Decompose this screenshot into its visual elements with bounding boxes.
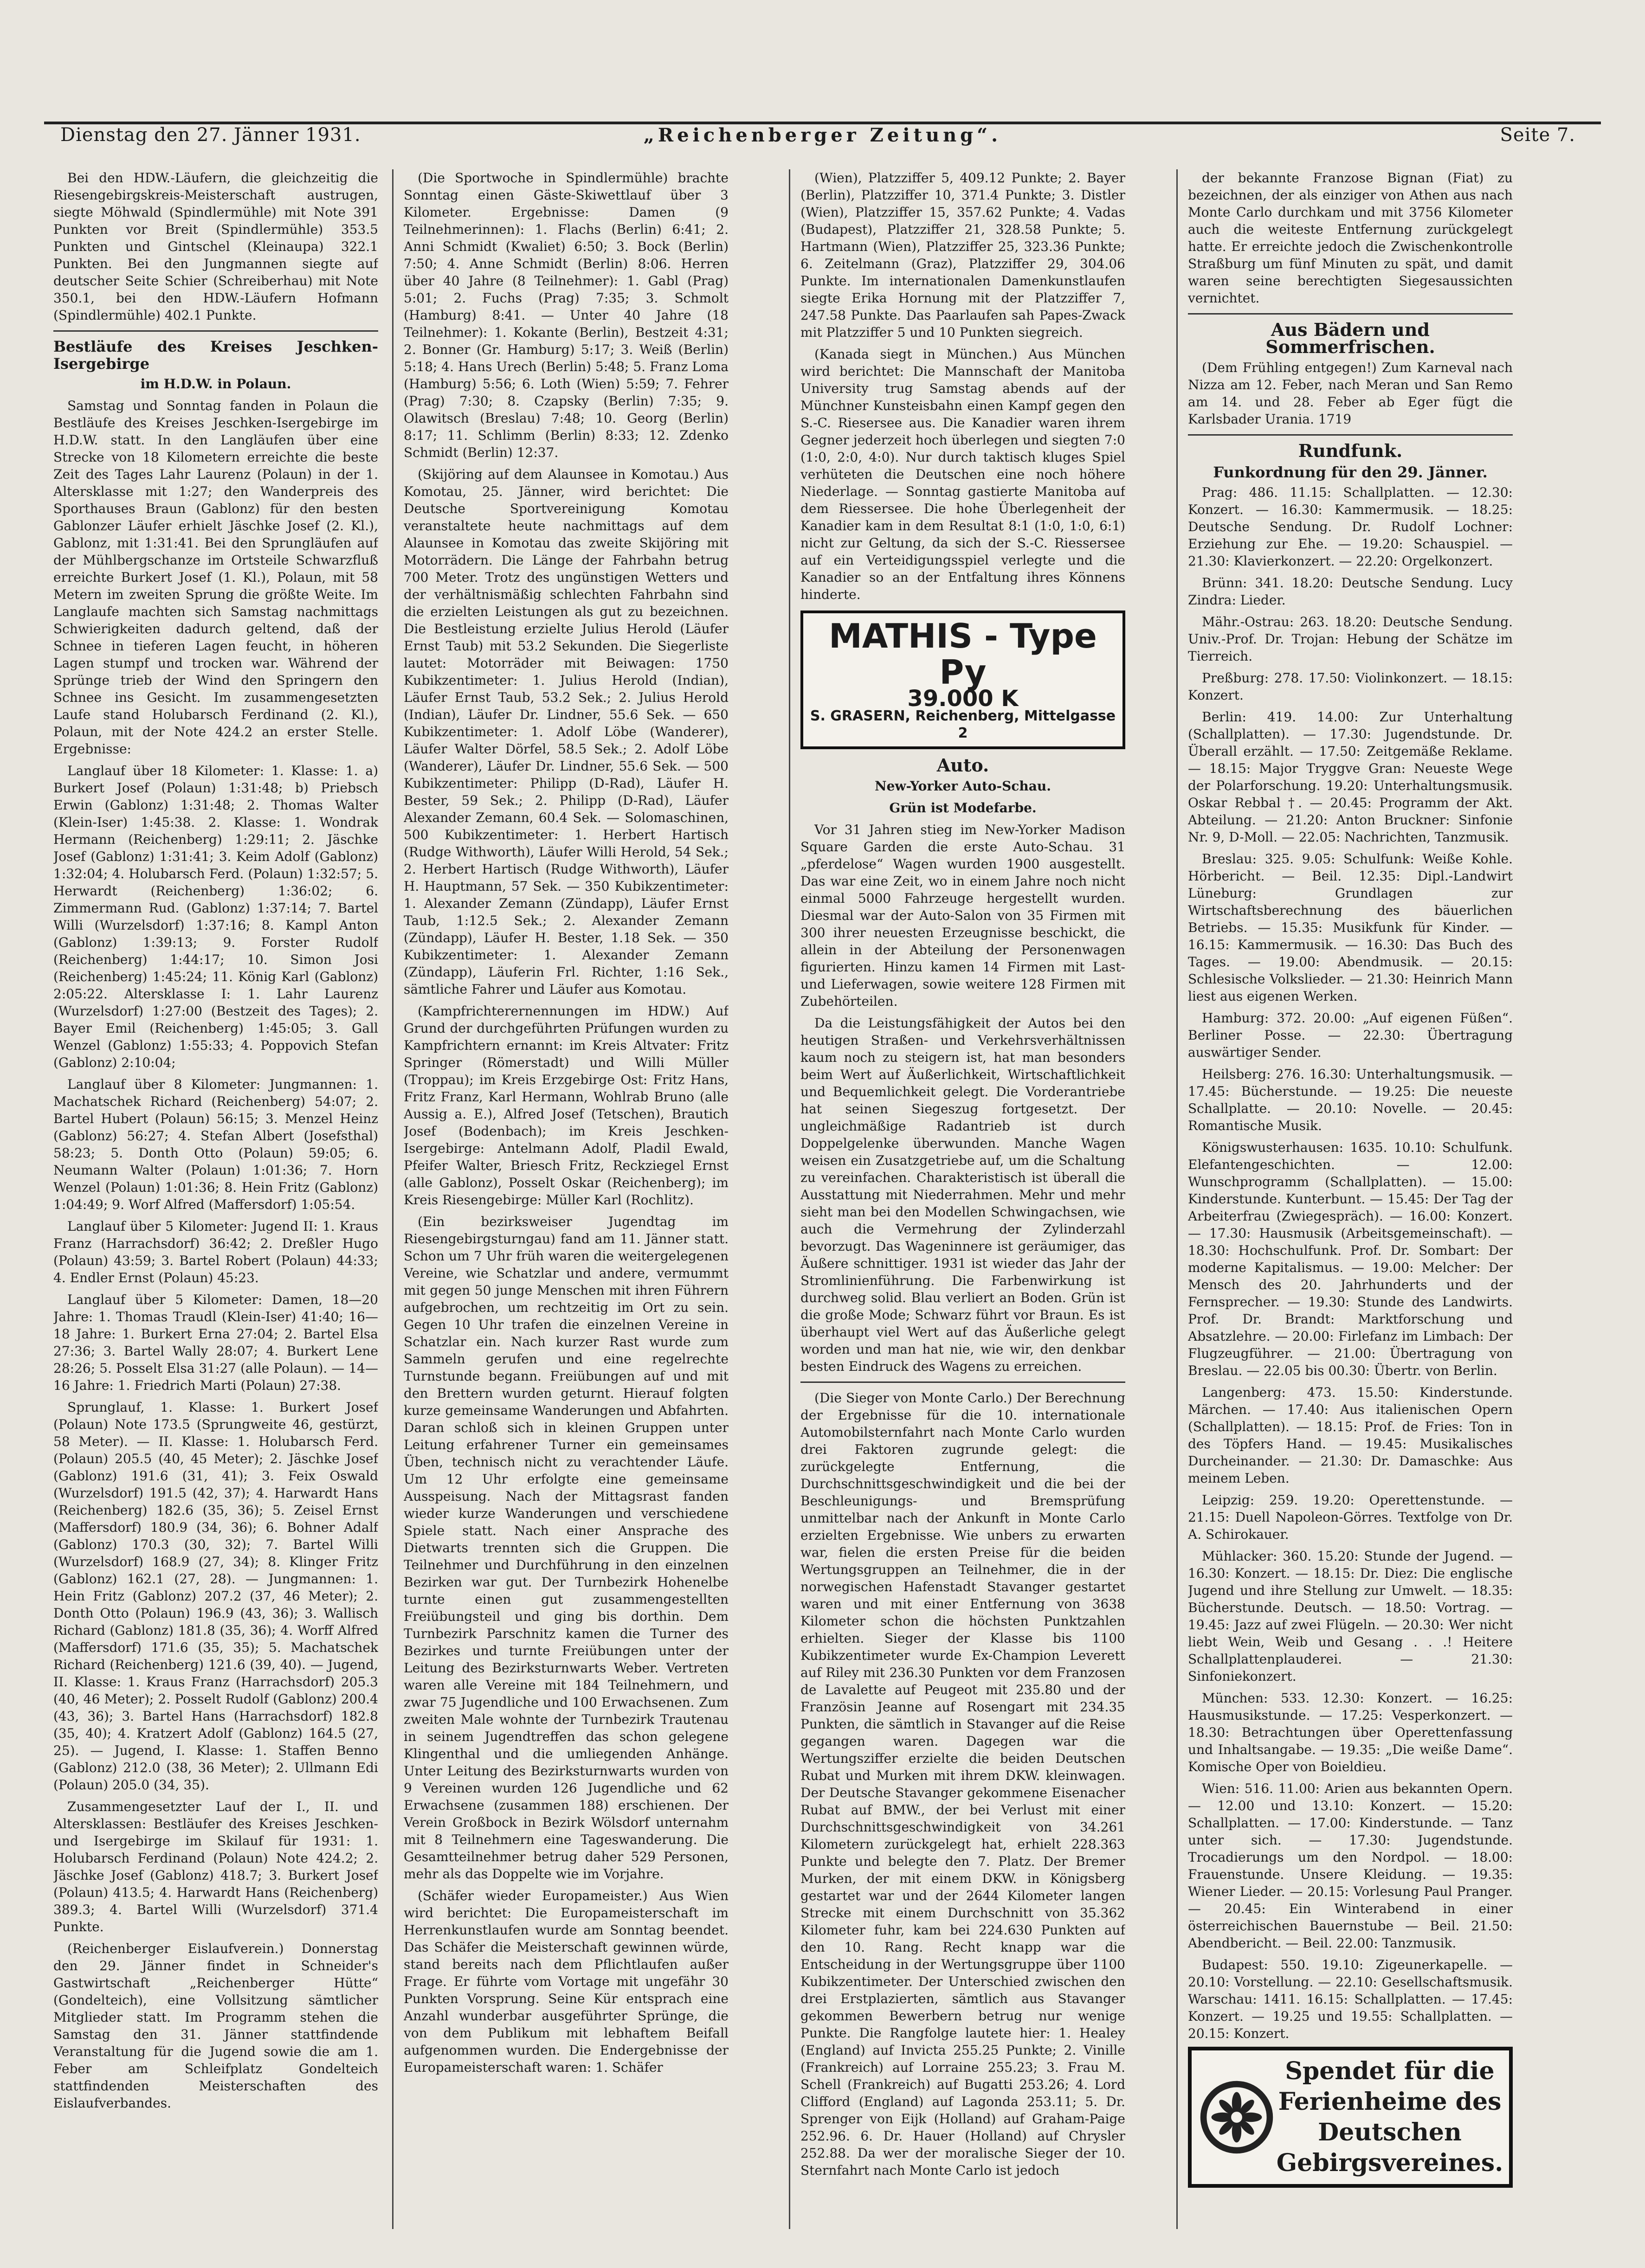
article-paragraph: Bei den HDW.-Läufern, die gleichzeitig die Riesengebirgskreis-Meisterschaft austrugen, siegte Möhwald (Spindlermühle) mit Note 391 Punkten vor Breit (Spindlermühle) 353.5 Punkten und Gintschel (Kleinaupa) 322.1 Punkten. Bei den Jungmannen siegte auf deutscher Seite Schier (Schreiberhau) mit Note 350.1, bei den HDW.-Läufern Hofmann (Spindlermühle) 402.1 Punkte. xyxy=(53,170,378,323)
radio-station-entry: Wien: 516. 11.00: Arien aus bekannten Opern. — 12.00 und 13.10: Konzert. — 15.20: Schallplatten. — 17.00: Kinderstunde. — Tanz unter sich. — 17.30: Jugendstunde. Trocadierungs um den Nordpol. — 18.00: Frauenstunde. Unsere Kleidung. — 19.35: Wiener Lieder. — 20.15: Vorlesung Paul Pranger. — 20.45: Ein Winterabend in einer österreichischen Bauernstube — Beil. 21.50: Abendbericht. — Beil. 22.00: Tanzmusik. xyxy=(1188,1781,1513,1951)
article-paragraph: (Reichenberger Eislaufverein.) Donnerstag den 29. Jänner findet in Schneider's Gastwirtschaft „Reichenberger Hütte“ (Gondelteich), eine Vollsitzung sämtlicher Mitglieder statt. Im Programm stehen die Samstag den 31. Jänner stattfindende Veranstaltung für die Jugend sowie die am 1. Feber am Schleifplatz Gondelteich stattfindenden Meisterschaften des Eislaufverbandes. xyxy=(53,1941,378,2111)
radio-station-entry: Königswusterhausen: 1635. 10.10: Schulfunk. Elefantengeschichten. — 12.00: Wunschprogramm (Schallplatten). — 15.00: Kinderstunde. Kunterbunt. — 15.45: Der Tag der Arbeiterfrau (Zwiegespräch). — 16.00: Konzert. — 17.30: Hausmusik (Arbeitsgemeinschaft). — 18.30: Hochschulfunk. Prof. Dr. Sombart: Der moderne Kapitalismus. — 19.00: Melcher: Der Mensch des 20. Jahrhunderts und der Fernsprecher. — 19.30: Stunde des Landwirts. Prof. Dr. Brandt: Marktforschung und Absatzlehre. — 20.00: Firlefanz im Limbach: Der Flugzeugführer. — 21.00: Übertragung von Breslau. — 22.05 bis 00.30: Übertr. von Berlin. xyxy=(1188,1140,1513,1378)
radio-station-entry: Mähr.-Ostrau: 263. 18.20: Deutsche Sendung. Univ.-Prof. Dr. Trojan: Hebung der Schätze im Tierreich. xyxy=(1188,614,1513,664)
article-heading: Bestläufe des Kreises Jeschken-Isergebirge xyxy=(53,338,378,373)
mathis-advertisement xyxy=(800,610,1125,749)
radio-station-entry: Berlin: 419. 14.00: Zur Unterhaltung (Schallplatten). — 17.30: Jugendstunde. Dr. Überall erzählt. — 17.50: Zeitgemäße Reklame. — 18.15: Major Tryggve Gran: Neueste Wege der Polarforschung. 19.20: Unterhaltungsmusik. Oskar Rebbal †. — 20.45: Programm der Akt. Abteilung. — 21.20: Anton Bruckner: Sinfonie Nr. 9, D-Moll. — 22.05: Nachrichten, Tanzmusik. xyxy=(1188,709,1513,845)
results-paragraph: Zusammengesetzter Lauf der I., II. und Altersklassen: Bestläufer des Kreises Jeschken- und Isergebirge im Skilauf für 1931: 1. Holubarsch Ferdinand (Polaun) Note 424.2; 2. Jäschke Josef (Gablonz) 418.7; 3. Burkert Josef (Polaun) 413.5; 4. Harwardt Hans (Reichenberg) 389.3; 4. Bartel Willi (Wurzelsdorf) 371.4 Punkte. xyxy=(53,1799,378,1934)
radio-station-entry: Preßburg: 278. 17.50: Violinkonzert. — 18.15: Konzert. xyxy=(1188,670,1513,703)
section-heading: Rundfunk. xyxy=(1298,440,1403,461)
header-date: Dienstag den 27. Jänner 1931. xyxy=(60,124,361,146)
section-rule xyxy=(53,330,378,332)
article-paragraph: (Schäfer wieder Europameister.) Aus Wien wird berichtet: Die Europameisterschaft im Herrenkunstlaufen wurde am Sonntag beendet. Das Schäfer die Meisterschaft gewinnen würde, stand bereits nach dem Pflichtlaufen außer Frage. Er führte vom Vortage mit ungefähr 30 Punkten Vorsprung. Seine Kür entsprach eine Anzahl wunderbar ausgeführter Sprünge, die von dem Publikum mit lebhaftem Beifall aufgenommen wurden. Die Endergebnisse der Europameisterschaft waren: 1. Schäfer xyxy=(404,1888,729,2075)
column-1 xyxy=(53,169,378,2229)
radio-station-entry: Hamburg: 372. 20.00: „Auf eigenen Füßen“. Berliner Posse. — 22.30: Übertragung auswärtiger Sender. xyxy=(1188,1010,1513,1060)
article-paragraph: Vor 31 Jahren stieg im New-Yorker Madison Square Garden die erste Auto-Schau. 31 „pferdelose“ Wagen wurden 1900 ausgestellt. Das war eine Zeit, wo in einem Jahre noch nicht einmal 5000 Fahrzeuge hergestellt wurden. Diesmal war der Auto-Salon von 35 Firmen mit 300 ihrer neuesten Erzeugnisse beschickt, die allein in der Abteilung der Personenwagen figurierten. Hinzu kamen 14 Firmen mit Last- und Lieferwagen, sowie weitere 128 Firmen mit Zubehörteilen. xyxy=(800,822,1125,1009)
section-rule xyxy=(1188,313,1513,315)
article-paragraph: (Die Sportwoche in Spindlermühle) brachte Sonntag einen Gäste-Skiwettlauf über 3 Kilometer. Ergebnisse: Damen (9 Teilnehmerinnen): 1. Flachs (Berlin) 6:41; 2. Anni Schmidt (Kwaliet) 6:50; 3. Bock (Berlin) 7:50; 4. Anne Schmidt (Berlin) 8:06. Herren über 40 Jahre (8 Teilnehmer): 1. Gabl (Prag) 5:01; 2. Fuchs (Prag) 7:35; 3. Schmolt (Hamburg) 8:41. — Unter 40 Jahre (18 Teilnehmer): 1. Kokante (Berlin), Bestzeit 4:31; 2. Bonner (Gr. Hamburg) 5:17; 3. Weiß (Berlin) 5:18; 4. Hans Urech (Berlin) 5:48; 5. Franz Loma (Hamburg) 5:56; 6. Loth (Wien) 5:59; 7. Fehrer (Prag) 7:30; 8. Czapsky (Berlin) 7:35; 9. Olawitsch (Breslau) 7:48; 10. Georg (Berlin) 8:17; 11. Schlimm (Berlin) 8:33; 12. Zdenko Schmidt (Berlin) 12:37. xyxy=(404,170,729,460)
column-4 xyxy=(1188,169,1513,2229)
article-paragraph: (Kanada siegt in München.) Aus München wird berichtet: Die Mannschaft der Manitoba University trug Samstag abends auf der Münchner Kunsteisbahn einen Kampf gegen den S.-C. Riesersee aus. Die Kanadier waren ihrem Gegner jederzeit hoch überlegen und siegten 7:0 (1:0, 2:0, 4:0). Nur durch taktisch kluges Spiel verhüteten die Deutschen eine noch höhere Niederlage. — Sonntag gastierte Manitoba auf dem Riessersee. Die hohe Überlegenheit der Kanadier kam in dem Resultat 8:1 (1:0, 1:0, 6:1) nicht zur Geltung, da sich der S.-C. Riessersee auf ein Verteidigungsspiel verlegte und die Kanadier so an der Entfaltung ihres Könnens hinderte. xyxy=(800,347,1125,602)
results-paragraph: Langlauf über 5 Kilometer: Damen, 18—20 Jahre: 1. Thomas Traudl (Klein-Iser) 41:40; 16—18 Jahre: 1. Burkert Erna 27:04; 2. Bartel Elsa 27:36; 3. Bartel Wally 28:07; 4. Burkert Lene 28:26; 5. Posselt Elsa 31:27 (alle Polaun). — 14—16 Jahre: 1. Friedrich Marti (Polaun) 27:38. xyxy=(53,1292,378,1393)
section-rule xyxy=(800,1381,1125,1383)
radio-station-entry: Mühlacker: 360. 15.20: Stunde der Jugend. — 16.30: Konzert. — 18.15: Dr. Diez: Die englische Jugend und ihre Stellung zur Umwelt. — 18.35: Bücherstunde. Deutsch. — 18.50: Vortrag. — 19.45: Jazz auf zwei Flügeln. — 20.30: Wer nicht liebt Wein, Weib und Gesang . . .! Heitere Schallplattenplauderei. — 21.30: Sinfoniekonzert. xyxy=(1188,1548,1513,1684)
page-number: Seite 7. xyxy=(1500,124,1575,146)
article-paragraph: (Kampfrichterernennungen im HDW.) Auf Grund der durchgeführten Prüfungen wurden zu Kampfrichtern ernannt: im Kreis Altvater: Fritz Springer (Römerstadt) und Willi Müller (Troppau); im Kreis Erzgebirge Ost: Fritz Hans, Fritz Franz, Karl Hermann, Wohlrab Bruno (alle Aussig a. E.), Alfred Josef (Tetschen), Brautich Josef (Bodenbach); im Kreis Jeschken-Isergebirge: Antelmann Adolf, Pladil Ewald, Pfeifer Walter, Briesch Fritz, Reckziegel Ernst (alle Gablonz), Posselt Oskar (Reichenberg); im Kreis Riesengebirge: Müller Karl (Rochlitz). xyxy=(404,1003,729,1208)
ad-price: 39.000 K xyxy=(907,686,1019,712)
column-divider xyxy=(392,169,394,2229)
article-paragraph: (Wien), Platzziffer 5, 409.12 Punkte; 2. Bayer (Berlin), Platzziffer 10, 371.4 Punkte; 3. Distler (Wien), Platzziffer 15, 357.62 Punkte; 4. Vadas (Budapest), Platzziffer 21, 328.58 Punkte; 5. Hartmann (Wien), Platzziffer 25, 323.36 Punkte; 6. Zeitelmann (Graz), Platzziffer 29, 304.06 Punkte. Im internationalen Damenkunstlaufen siegte Erika Hornung mit der Platzziffer 7, 247.58 Punkte. Das Paarlaufen sah Papes-Zwack mit Platzziffer 5 und 10 Punkten siegreich. xyxy=(800,170,1125,340)
article-subheading: Funkordnung für den 29. Jänner. xyxy=(1213,463,1488,481)
article-subheading: Grün ist Modefarbe. xyxy=(889,800,1037,816)
results-paragraph: Sprunglauf, 1. Klasse: 1. Burkert Josef (Polaun) Note 173.5 (Sprungweite 46, gestürzt, 58 Meter). — II. Klasse: 1. Holubarsch Ferd. (Polaun) 205.5 (40, 45 Meter); 2. Jäschke Josef (Gablonz) 191.6 (31, 41); 3. Feix Oswald (Wurzelsdorf) 191.5 (42, 37); 4. Harwardt Hans (Reichenberg) 182.6 (35, 36); 5. Zeisel Ernst (Maffersdorf) 180.9 (34, 36); 6. Bohner Adalf (Gablonz) 170.3 (30, 32); 7. Bartel Willi (Wurzelsdorf) 168.9 (27, 34); 8. Klinger Fritz (Gablonz) 162.1 (27, 28). — Jungmannen: 1. Hein Fritz (Gablonz) 207.2 (37, 46 Meter); 2. Donth Otto (Polaun) 196.9 (43, 36); 3. Wallisch Richard (Gablonz) 181.8 (35, 36); 4. Worff Alfred (Maffersdorf) 171.6 (35, 35); 5. Machatschek Richard (Reichenberg) 121.6 (39, 40). — Jugend, II. Klasse: 1. Kraus Franz (Harrachsdorf) 205.3 (40, 46 Meter); 2. Posselt Rudolf (Gablonz) 200.4 (43, 36); 3. Bartel Hans (Harrachsdorf) 182.8 (35, 40); 4. Kratzert Adolf (Gablonz) 164.5 (27, 25). — Jugend, I. Klasse: 1. Staffen Benno (Gablonz) 212.0 (38, 36 Meter); 2. Ullmann Edi (Polaun) 205.0 (34, 35). xyxy=(53,1400,378,1793)
column-2 xyxy=(404,169,729,2229)
radio-station-entry: Heilsberg: 276. 16.30: Unterhaltungsmusik. — 17.45: Bücherstunde. — 19.25: Die neueste Schallplatte. — 20.10: Novelle. — 20.45: Romantische Musik. xyxy=(1188,1067,1513,1133)
article-paragraph: Da die Leistungsfähigkeit der Autos bei den heutigen Straßen- und Verkehrsverhältnissen kaum noch zu steigern ist, hat man besonders beim Wert auf Äußerlichkeit, Wirtschaftlichkeit und Bequemlichkeit gelegt. Die Vorderantriebe hat seinen Siegeszug fortgesetzt. Der ungleichmäßige Radantrieb ist durch Doppelgelenke überwunden. Manche Wagen weisen ein Zusatzgetriebe auf, um die Schaltung zu vereinfachen. Charakteristisch ist überall die Ausstattung mit Niederrahmen. Mehr und mehr sieht man bei den Modellen Schwingachsen, wie auch die Vermehrung der Zylinderzahl bevorzugt. Das Wageninnere ist geräumiger, das Äußere schnittiger. 1931 ist wieder das Jahr der Stromlinienführung. Die Farbenwirkung ist durchweg solid. Blau verliert an Boden. Grün ist die große Mode; Schwarz führt vor Braun. Es ist überhaupt viel Wert auf das Äußerliche gelegt worden und man hat nie, wie wir, den denkbar besten Eindruck des Wagens zu erreichen. xyxy=(800,1015,1125,1374)
header-rule xyxy=(44,122,1601,124)
article-paragraph: (Die Sieger von Monte Carlo.) Der Berechnung der Ergebnisse für die 10. internationale Automobilsternfahrt nach Monte Carlo wurden drei Faktoren zugrunde gelegt: die zurückgelegte Entfernung, die Durchschnittsgeschwindigkeit und die bei der Beschleunigungs- und Bremsprüfung unmittelbar nach der Ankunft in Monte Carlo erzielten Ergebnisse. Wie unbers zu erwarten war, fielen die ersten Preise für die beiden Wertungsgruppen an Teilnehmer, die in der norwegischen Hafenstadt Stavanger gestartet waren und mit einer Entfernung von 3638 Kilometer schon die höchsten Punktzahlen erhielten. Sieger der Klasse bis 1100 Kubikzentimeter wurde Ex-Champion Leverett auf Riley mit 236.30 Punkten vor dem Franzosen de Lavalette auf Peugeot mit 235.80 und der Französin Jeanne auf Rosengart mit 234.35 Punkten, die sämtlich in Stavanger auf die Reise gegangen waren. Dagegen war die Wertungsziffer erzielte die beiden Deutschen Rubat und Murken mit ihrem DKW. kleinwagen. Der Deutsche Stavanger gekommene Eisenacher Rubat auf BMW., der bei Verlust mit einer Durchschnittsgeschwindigkeit von 34.261 Kilometern zurückgelegt hat, erhielt 228.363 Punkte und belegte den 7. Platz. Der Bremer Murken, der mit einem DKW. in Königsberg gestartet war und der 2644 Kilometer langen Strecke mit einem Durchschnitt von 35.362 Kilometer fuhr, kam bei 224.630 Punkten auf den 10. Rang. Recht knapp war die Entscheidung in der Wertungsgruppe über 1100 Kubikzentimeter. Der Unterschied zwischen den drei Erstplazierten, sämtlich aus Stavanger gekommen Bewerbern betrug nur wenige Punkte. Die Rangfolge lautete hier: 1. Healey (England) auf Invicta 255.25 Punkte; 2. Vinille (Frankreich) auf Lorraine 255.23; 3. Frau M. Schell (Frankreich) auf Bugatti 253.26; 4. Lord Clifford (England) auf Lagonda 253.11; 5. Dr. Sprenger von Eijk (Holland) auf Graham-Paige 252.96. 6. Dr. Hauer (Holland) auf Chrysler 252.88. Da wer der moralische Sieger der 10. Sternfahrt nach Monte Carlo ist jedoch xyxy=(800,1390,1125,2178)
ad-title: MATHIS - Type Py xyxy=(829,617,1097,692)
results-paragraph: Langlauf über 18 Kilometer: 1. Klasse: 1. a) Burkert Josef (Polaun) 1:31:48; b) Priebsch Erwin (Gablonz) 1:31:48; 2. Thomas Walter (Klein-Iser) 1:45:38. 2. Klasse: 1. Wondrak Hermann (Reichenberg) 1:29:11; 2. Jäschke Josef (Gablonz) 1:31:41; 3. Keim Adolf (Gablonz) 1:32:04; 4. Holubarsch Ferd. (Polaun) 1:32:57; 5. Herwardt (Reichenberg) 1:36:02; 6. Zimmermann Rud. (Gablonz) 1:37:14; 7. Bartel Willi (Wurzelsdorf) 1:37:16; 8. Kampl Anton (Gablonz) 1:39:13; 9. Forster Rudolf (Reichenberg) 1:44:17; 10. Simon Josi (Reichenberg) 1:45:24; 11. König Karl (Gablonz) 2:05:22. Altersklasse I: 1. Lahr Laurenz (Wurzelsdorf) 1:27:00 (Bestzeit des Tages); 2. Bayer Emil (Reichenberg) 1:45:05; 3. Gall Wenzel (Gablonz) 1:55:33; 4. Poppovich Stefan (Gablonz) 2:10:04; xyxy=(53,763,378,1070)
column-3 xyxy=(800,169,1125,2229)
column-divider xyxy=(789,169,790,2229)
radio-station-entry: Prag: 486. 11.15: Schallplatten. — 12.30: Konzert. — 16.30: Kammermusik. — 18.25: Deutsche Sendung. Dr. Rudolf Lochner: Erziehung zur Ehe. — 19.20: Schauspiel. — 21.30: Klavierkonzert. — 22.20: Orgelkonzert. xyxy=(1188,485,1513,569)
radio-program-list xyxy=(1188,484,1513,2042)
article-subheading: im H.D.W. in Polaun. xyxy=(140,376,291,392)
section-heading: Aus Bädern und Sommerfrischen. xyxy=(1265,319,1435,357)
section-heading: Auto. xyxy=(936,755,989,776)
edelweiss-emblem-icon xyxy=(1197,2078,1276,2157)
radio-station-entry: Brünn: 341. 18.20: Deutsche Sendung. Lucy Zindra: Lieder. xyxy=(1188,575,1513,608)
results-paragraph: Langlauf über 8 Kilometer: Jungmannen: 1. Machatschek Richard (Reichenberg) 54:07; 2. Bartel Hubert (Polaun) 56:15; 3. Menzel Heinz (Gablonz) 56:27; 4. Stefan Albert (Josefsthal) 58:23; 5. Donth Otto (Polaun) 59:05; 6. Neumann Walter (Polaun) 1:01:36; 7. Horn Wenzel (Polaun) 1:01:36; 8. Hein Fritz (Gablonz) 1:04:49; 9. Worf Alfred (Maffersdorf) 1:05:54. xyxy=(53,1077,378,1212)
radio-station-entry: Leipzig: 259. 19.20: Operettenstunde. — 21.15: Duell Napoleon-Görres. Textfolge von Dr. A. Schirokauer. xyxy=(1188,1492,1513,1542)
radio-station-entry: Breslau: 325. 9.05: Schulfunk: Weiße Kohle. Hörbericht. — Beil. 12.35: Dipl.-Landwirt Lüneburg: Grundlagen zur Wirtschaftsberechnung des bäuerlichen Betriebs. — 15.35: Musikfunk für Kinder. — 16.15: Kammermusik. — 16.30: Das Buch des Tages. — 19.00: Abendmusik. — 20.15: Schlesische Volkslieder. — 21.30: Heinrich Mann liest aus eigenen Werken. xyxy=(1188,851,1513,1004)
section-rule xyxy=(1188,434,1513,436)
masthead: „Reichenberger Zeitung“. xyxy=(643,124,1002,146)
gebirgsverein-advertisement xyxy=(1188,2047,1513,2188)
emblem-ad-text: Spendet für die Ferienheime des Deutschen Gebirgsvereines. xyxy=(1276,2057,1503,2177)
radio-station-entry: Langenberg: 473. 15.50: Kinderstunde. Märchen. — 17.40: Aus italienischen Opern (Schallplatten). — 18.15: Prof. de Fries: Ton in des Töpfers Hand. — 19.45: Musikalisches Durcheinander. — 21.30: Dr. Damaschke: Aus meinem Leben. xyxy=(1188,1385,1513,1486)
article-paragraph: (Skijöring auf dem Alaunsee in Komotau.) Aus Komotau, 25. Jänner, wird berichtet: Die Deutsche Sportvereinigung Komotau veranstaltete heute nachmittags auf dem Alaunsee in Komotau das zweite Skijöring mit Motorrädern. Die Länge der Fahrbahn betrug 700 Meter. Trotz des ungünstigen Wetters und der verhältnismäßig schlechten Fahrbahn sind die erzielten Leistungen als gut zu bezeichnen. Die Bestleistung erzielte Julius Herold (Läufer Ernst Taub) mit 53.2 Sekunden. Die Siegerliste lautet: Motorräder mit Beiwagen: 1750 Kubikzentimeter: 1. Julius Herold (Indian), Läufer Ernst Taub, 53.2 Sek.; 2. Julius Herold (Indian), Läufer Dr. Lindner, 55.6 Sek. — 650 Kubikzentimeter: 1. Adolf Löbe (Wanderer), Läufer Walter Dörfel, 58.5 Sek.; 2. Adolf Löbe (Wanderer), Läufer Dr. Lindner, 55.6 Sek. — 500 Kubikzentimeter: Philipp (D-Rad), Läufer H. Bester, 59 Sek.; 2. Philipp (D-Rad), Läufer Alexander Zemann, 60.4 Sek. — Solomaschinen, 500 Kubikzentimeter: 1. Herbert Hartisch (Rudge Withworth), Läufer Willi Herold, 54 Sek.; 2. Herbert Hartisch (Rudge Withworth), Läufer H. Hauptmann, 57 Sek. — 350 Kubikzentimeter: 1. Alexander Zemann (Zündapp), Läufer Ernst Taub, 1:12.5 Sek.; 2. Alexander Zemann (Zündapp), Läufer H. Bester, 1.18 Sek. — 350 Kubikzentimeter: 1. Alexander Zemann (Zündapp), Läuferin Frl. Richter, 1:16 Sek., sämtliche Fahrer und Läufer aus Komotau. xyxy=(404,467,729,997)
ad-dealer: S. GRASERN, Reichenberg, Mittelgasse 2 xyxy=(810,708,1116,741)
article-paragraph: Samstag und Sonntag fanden in Polaun die Bestläufe des Kreises Jeschken-Isergebirge im H.D.W. statt. In den Langläufen über eine Strecke von 18 Kilometern erreichte die beste Zeit des Tages Lahr Laurenz (Polaun) in der 1. Altersklasse mit 1:27; den Wanderpreis des Sporthauses Braun (Gablonz) für den besten Gablonzer Läufer erhielt Jäschke Josef (2. Kl.), Gablonz, mit 1:31:41. Bei den Sprungläufen auf der Mühlbergschanze im Ortsteile Schwarzfluß erreichte Burkert Josef (1. Kl.), Polaun, mit 58 Metern im zweiten Sprung die größte Weite. Im Langlaufe machten sich Samstag nachmittags Schwierigkeiten dadurch geltend, daß der Schnee in tieferen Lagen feucht, in höheren Lagen stumpf und trocken war. Während der Sprünge trieb der Wind den Springern den Schnee ins Gesicht. Im zusammengesetzten Laufe stand Holubarsch Ferdinand (2. Kl.), Polaun, mit der Note 424.2 an erster Stelle. Ergebnisse: xyxy=(53,398,378,757)
radio-station-entry: Budapest: 550. 19.10: Zigeunerkapelle. — 20.10: Vorstellung. — 22.10: Gesellschaftsmusik. Warschau: 1411. 16.15: Schallplatten. — 17.45: Konzert. — 19.25 und 19.55: Schallplatten. — 20.15: Konzert. xyxy=(1188,1957,1513,2041)
article-paragraph: (Dem Frühling entgegen!) Zum Karneval nach Nizza am 12. Feber, nach Meran und San Remo am 14. und 28. Feber ab Eger fügt die Karlsbader Urania. 1719 xyxy=(1188,360,1513,427)
radio-station-entry: München: 533. 12.30: Konzert. — 16.25: Hausmusikstunde. — 17.25: Vesperkonzert. — 18.30: Betrachtungen über Operettenfassung und Inhaltsangabe. — 19.35: „Die weiße Dame“. Komische Oper von Boieldieu. xyxy=(1188,1690,1513,1774)
article-paragraph: der bekannte Franzose Bignan (Fiat) zu bezeichnen, der als einziger von Athen aus nach Monte Carlo durchkam und mit 3756 Kilometer auch die weiteste Entfernung zurückgelegt hatte. Er erreichte jedoch die Zwischenkontrolle Straßburg um fünf Minuten zu spät, und damit waren seine berechtigten Siegesaussichten vernichtet. xyxy=(1188,170,1513,306)
article-subheading: New-Yorker Auto-Schau. xyxy=(875,778,1051,794)
column-divider xyxy=(1176,169,1178,2229)
article-paragraph: (Ein bezirksweiser Jugendtag im Riesengebirgsturngau) fand am 11. Jänner statt. Schon um 7 Uhr früh waren die weitergelegenen Vereine, wie Schatzlar und andere, vermummt mit gegen 50 junge Menschen mit ihren Führern aufgebrochen, um rechtzeitig im Ort zu sein. Gegen 10 Uhr trafen die einzelnen Vereine in Schatzlar ein. Nach kurzer Rast wurde zum Sammeln gerufen und eine regelrechte Turnstunde begann. Freiübungen auf und mit den Brettern wurden geturnt. Hierauf folgten kurze gemeinsame Wanderungen und Abfahrten. Daran schloß sich in kleinen Gruppen unter Leitung erfahrener Turner ein gemeinsames Üben, technisch nicht zu verachtender Läufe. Um 12 Uhr erfolgte eine gemeinsame Ausspeisung. Nach der Mittagsrast fanden wieder kurze Wanderungen und verschiedene Spiele statt. Nach einer Ansprache des Dietwarts trennten sich die Gruppen. Die Teilnehmer und Durchführung in den einzelnen Bezirken war gut. Der Turnbezirk Hohenelbe turnte einen gut zusammengestellten Freiübungsteil und ging bis dorthin. Dem Turnbezirk Parschnitz kamen die Turner des Bezirkes und turnte Freiübungen unter der Leitung des Bezirksturnwarts Weber. Vertreten waren alle Vereine mit 184 Teilnehmern, und zwar 75 Jugendliche und 100 Erwachsenen. Zum zweiten Male wohnte der Turnbezirk Trautenau in seinem Jugendtreffen das schon gelegene Klingenthal und die umliegenden Anhänge. Unter Leitung des Bezirksturnwarts wurden von 9 Vereinen wurden 126 Jugendliche und 62 Erwachsene (zusammen 188) erschienen. Der Verein Großbock in Bezirk Wölsdorf unternahm mit 8 Teilnehmern eine Tageswanderung. Die Gesamtteilnehmer betrug daher 529 Personen, mehr als das Doppelte wie im Vorjahre. xyxy=(404,1214,729,1882)
results-paragraph: Langlauf über 5 Kilometer: Jugend II: 1. Kraus Franz (Harrachsdorf) 36:42; 2. Dreßler Hugo (Polaun) 43:59; 3. Bartel Robert (Polaun) 44:33; 4. Endler Ernst (Polaun) 45:23. xyxy=(53,1219,378,1285)
